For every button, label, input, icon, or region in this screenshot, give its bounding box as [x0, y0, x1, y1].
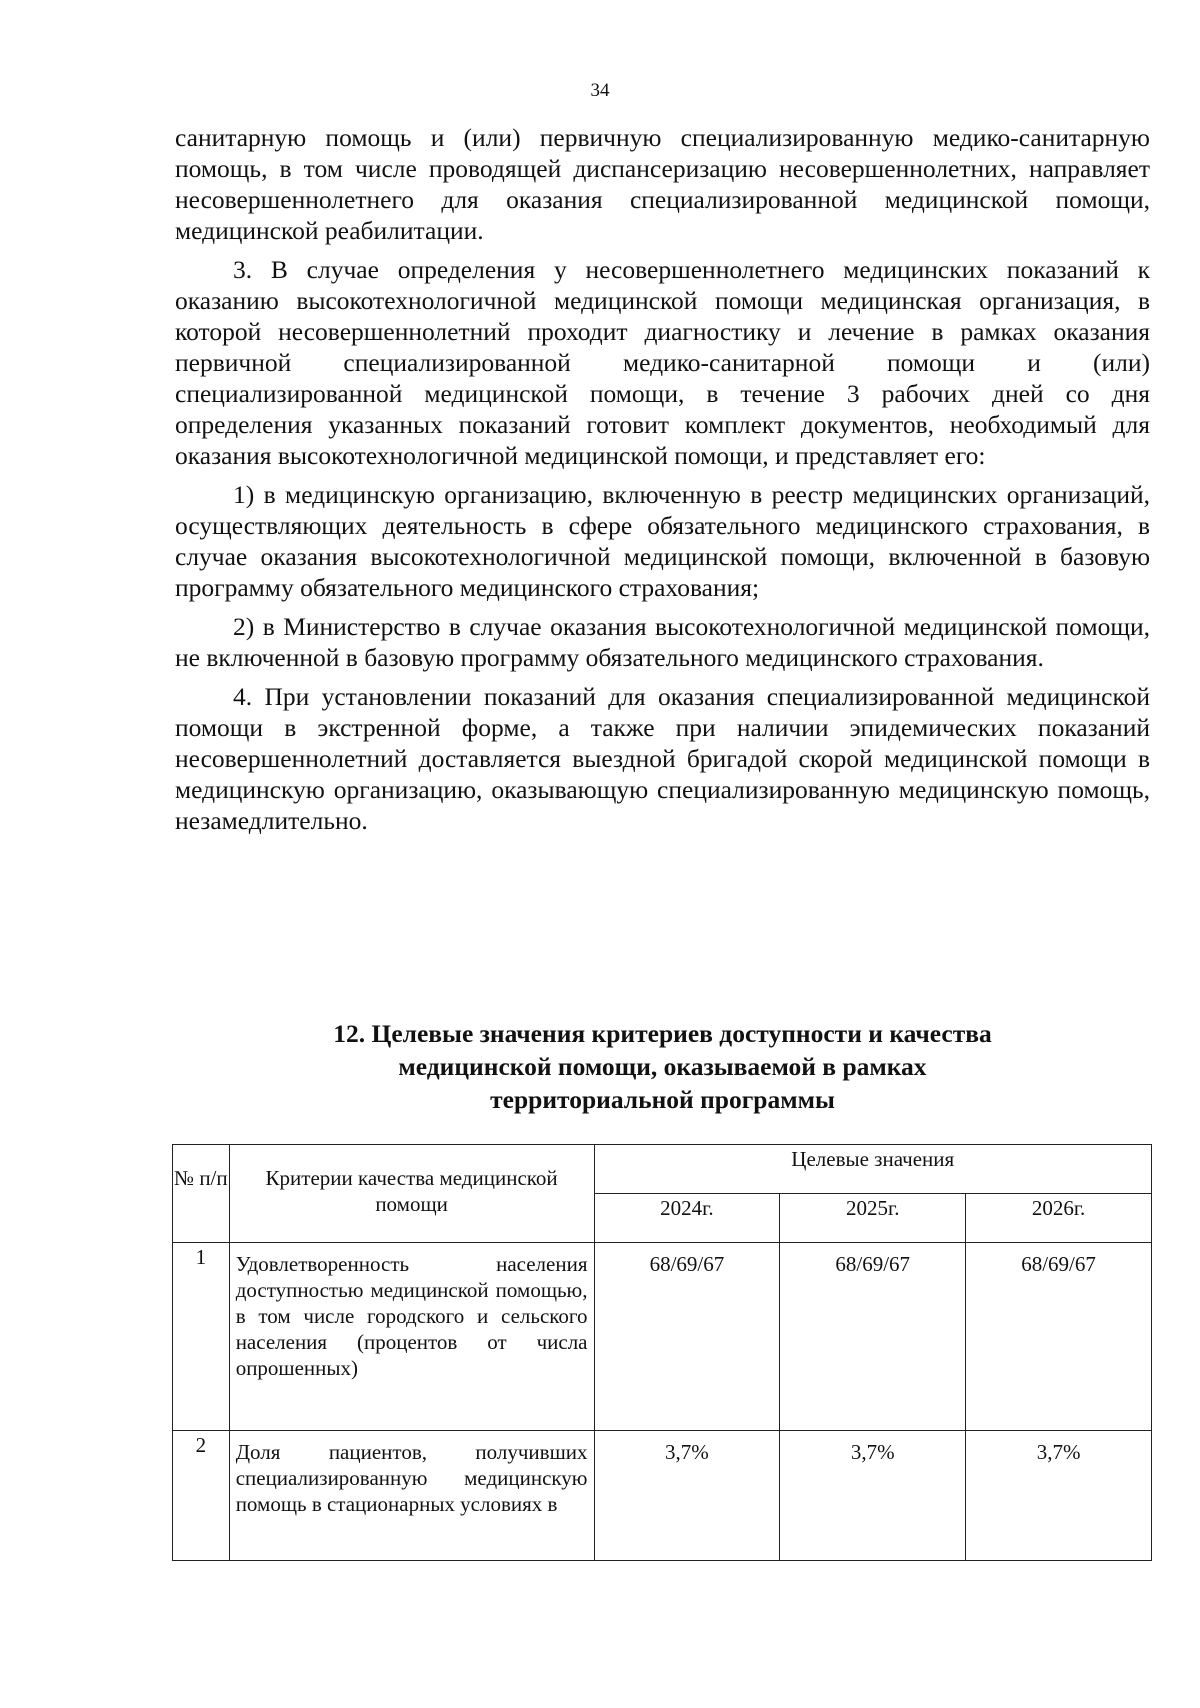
section-heading-line: 12. Целевые значения критериев доступности и качества — [333, 1019, 992, 1048]
body-text — [175, 122, 1150, 844]
header-year-2025: 2025г. — [780, 1194, 966, 1243]
page-number: 34 — [590, 80, 610, 101]
row-value-2024: 3,7% — [594, 1431, 780, 1561]
paragraph-continuation: санитарную помощь и (или) первичную специализированную медико-санитарную помощь, в том числе проводящей диспансеризацию несовершеннолетних, направляет несовершеннолетнего для оказания специализированной медицинской помощи, медицинской реабилитации. — [175, 123, 1150, 245]
header-year-2024: 2024г. — [594, 1194, 780, 1243]
row-criterion: Удовлетворенность населения доступностью медицинской помощью, в том числе городского и сельского населения (процентов от числа опрошенных) — [229, 1243, 594, 1431]
table-row — [173, 1243, 1152, 1431]
paragraph-subitem-1: 1) в медицинскую организацию, включенную в реестр медицинских организаций, осуществляющих деятельность в сфере обязательного медицинского страхования, в случае оказания высокотехнологичной медицинской помощи, включенной в базовую программу обязательного медицинского страхования; — [175, 480, 1150, 602]
table-row — [173, 1431, 1152, 1561]
header-target-values: Целевые значения — [594, 1145, 1152, 1194]
row-value-2025: 3,7% — [780, 1431, 966, 1561]
paragraph-item-4: 4. При установлении показаний для оказания специализированной медицинской помощи в экстренной форме, а также при наличии эпидемических показаний несовершеннолетний доставляется выездной бригадой скорой медицинской помощи в медицинскую организацию, оказывающую специализированную медицинскую помощь, незамедлительно. — [175, 682, 1150, 835]
section-heading — [175, 1017, 1150, 1116]
row-value-2024: 68/69/67 — [594, 1243, 780, 1431]
row-number: 1 — [173, 1243, 230, 1431]
paragraph-item-3: 3. В случае определения у несовершеннолетнего медицинских показаний к оказанию высокотехнологичной медицинской помощи медицинская организация, в которой несовершеннолетний проходит диагностику и лечение в рамках оказания первичной специализированной медико-санитарной помощи и (или) специализированной медицинской помощи, в течение 3 рабочих дней со дня определения указанных показаний готовит комплект документов, необходимый для оказания высокотехнологичной медицинской помощи, и представляет его: — [175, 255, 1150, 470]
paragraph-subitem-2: 2) в Министерство в случае оказания высокотехнологичной медицинской помощи, не включенной в базовую программу обязательного медицинского страхования. — [175, 612, 1150, 672]
row-value-2026: 68/69/67 — [966, 1243, 1152, 1431]
row-criterion: Доля пациентов, получивших специализированную медицинскую помощь в стационарных условиях в — [229, 1431, 594, 1561]
header-num: № п/п — [173, 1145, 230, 1243]
row-value-2026: 3,7% — [966, 1431, 1152, 1561]
table-header-row — [173, 1145, 1152, 1194]
header-year-2026: 2026г. — [966, 1194, 1152, 1243]
row-value-2025: 68/69/67 — [780, 1243, 966, 1431]
header-criteria: Критерии качества медицинской помощи — [229, 1145, 594, 1243]
criteria-table — [172, 1144, 1152, 1561]
section-heading-line: медицинской помощи, оказываемой в рамках — [398, 1052, 927, 1081]
row-number: 2 — [173, 1431, 230, 1561]
section-heading-line: территориальной программы — [490, 1085, 835, 1114]
